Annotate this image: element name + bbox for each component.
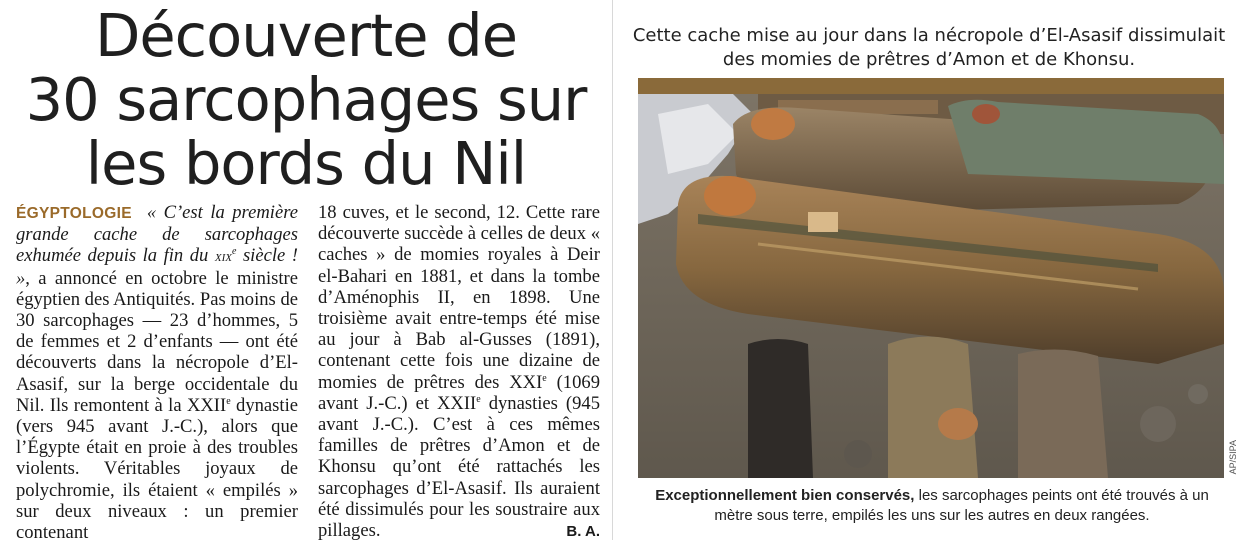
headline-line-1: Découverte de [94,1,518,70]
photo-color-band [638,78,1224,94]
lower-middle-coffin [888,337,978,479]
sarcophagi-photo [638,94,1224,478]
sarcophagi-illustration [638,94,1224,478]
lower-left-coffin [748,339,813,478]
quote-part-b: siècle ! » [16,245,298,289]
section-kicker: ÉGYPTOLOGIE [16,205,132,222]
rubble-stone [1188,384,1208,404]
lower-middle-coffin-face [938,408,978,440]
column-2-body-a: 18 cuves, et le second, 12. Cette rare découverte succède à celles de deux « caches » de momies royales à Deir el-Bahari en 1881, et dans la tombe d’Aménophis II, en 1898. Une troisième avait entre-temps été mise au jour à Bab al-Gusses (1891), contenant cette fois une dizaine de momies de prêtres des XXI [318,202,600,393]
photo-caption-bold: Exceptionnellement bien conservés, [655,487,915,504]
article-column-2 [318,202,600,542]
rubble-stone [844,440,872,468]
column-2-body-c: dynasties (945 avant J.-C.). C’est à ces mêmes familles de prêtres d’Amon et de Khonsu qu’ont été rattachés les sarcophages d’El-Asasif. Ils auraient été dissimulés pour les soustraire aux pillages. [318,392,600,542]
rubble-stone [1140,406,1176,442]
photo-credit: AP/SIPA [1228,440,1238,475]
back-coffin-face [751,108,795,140]
column-1-sup: e [226,395,231,407]
column-2-sup-2: e [476,393,481,405]
photo-caption-rest: les sarcophages peints ont été trouvés à un mètre sous terre, empilés les uns sur les autres en deux rangées. [714,487,1209,524]
column-2-text [318,202,600,541]
column-divider [612,0,613,540]
column-1-text [16,202,298,543]
article-column-1 [16,202,298,543]
column-2-sup-1: e [542,372,547,384]
headline-line-3: les bords du Nil [85,129,527,198]
byline: B. A. [566,523,600,541]
column-1-body-a: , a annoncé en octobre le ministre égyptien des Antiquités. Pas moins de 30 sarcophages — 23 d’hommes, 5 de femmes et 2 d’enfants — ont été découverts dans la nécropole d’El-Asasif, sur la berge occidentale du Nil. Ils remontent à la XXII [16,267,298,416]
column-2-body-b: (1069 avant J.-C.) et XXII [318,371,600,414]
lower-right-coffin [1018,349,1108,478]
headline-line-2: 30 sarcophages sur [25,65,587,134]
column-1-body-b: dynastie (vers 945 avant J.-C.), alors que l’Égypte était en proie à des troubles violents. Véritables joyaux de polychromie, ils étaient « empilés » sur deux niveaux : un premier contenant [16,394,298,543]
front-coffin-face [704,176,756,216]
quote-century: xix [214,248,232,266]
quote-century-sup: e [231,246,237,258]
photo-caption [640,486,1224,526]
headline [0,1,612,198]
front-coffin-hands [808,212,838,232]
quote-part-a: « C’est la première grande cache de sarcophages exhumée depuis la fin du [16,202,299,267]
upper-right-coffin-face [972,104,1000,124]
photo-headline-caption: Cette cache mise au jour dans la nécropole d’El-Asasif dissimulait des momies de prêtres d’Amon et de Khonsu. [632,25,1226,70]
